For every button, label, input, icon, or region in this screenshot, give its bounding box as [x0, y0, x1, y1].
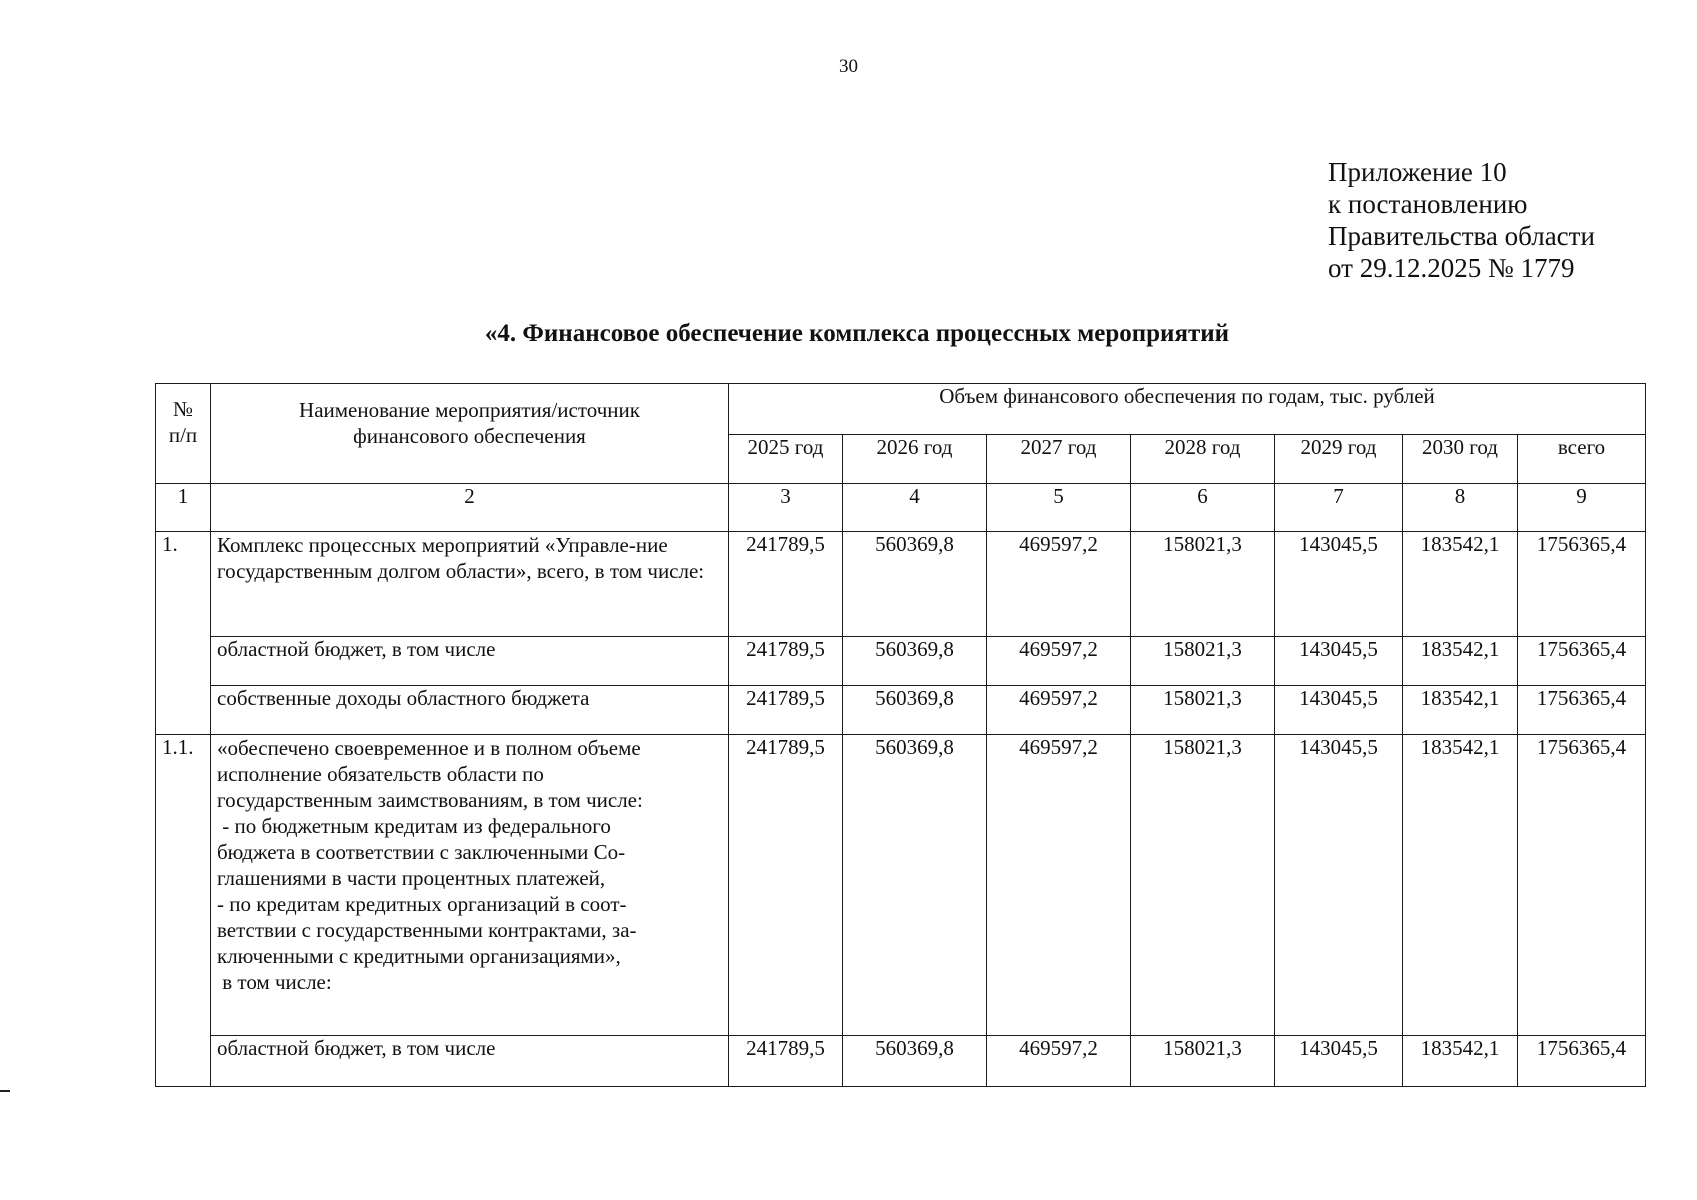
column-index: 1 — [156, 484, 211, 532]
column-index: 5 — [987, 484, 1131, 532]
financing-table — [155, 383, 1646, 1087]
value-cell: 158021,3 — [1131, 735, 1275, 1036]
header-name-line: финансового обеспечения — [353, 424, 586, 448]
row-name-line: ключенными с кредитными организациями», — [217, 944, 621, 968]
value-cell: 241789,5 — [729, 1036, 843, 1087]
row-name-line: бюджета в соответствии с заключенными Со- — [217, 840, 626, 864]
table-row — [156, 735, 1646, 1036]
column-index: 7 — [1275, 484, 1403, 532]
document-title: «4. Финансовое обеспечение комплекса процессных мероприятий — [484, 320, 1230, 347]
header-name — [211, 384, 729, 484]
column-index: 2 — [211, 484, 729, 532]
row-name-line: - по кредитам кредитных организаций в соот- — [217, 892, 627, 916]
appendix-line: Правительства области — [1328, 221, 1595, 251]
value-cell: 469597,2 — [987, 735, 1131, 1036]
column-index: 9 — [1518, 484, 1646, 532]
column-index: 3 — [729, 484, 843, 532]
value-cell: 183542,1 — [1403, 1036, 1518, 1087]
row-name: областной бюджет, в том числе — [211, 637, 729, 686]
row-name-line: - по бюджетным кредитам из федерального — [217, 814, 611, 838]
value-cell: 143045,5 — [1275, 686, 1403, 735]
value-cell: 241789,5 — [729, 686, 843, 735]
header-number — [156, 384, 211, 484]
table-row — [156, 532, 1646, 637]
value-cell: 241789,5 — [729, 637, 843, 686]
value-cell: 158021,3 — [1131, 637, 1275, 686]
row-name-line: «обеспечено своевременное и в полном объеме — [217, 736, 641, 760]
row-name — [211, 735, 729, 1036]
row-name: областной бюджет, в том числе — [211, 1036, 729, 1087]
header-volume: Объем финансового обеспечения по годам, тыс. рублей — [729, 384, 1646, 435]
header-year: 2025 год — [729, 435, 843, 484]
appendix-line: от 29.12.2025 № 1779 — [1328, 253, 1575, 283]
value-cell: 560369,8 — [843, 637, 987, 686]
value-cell: 1756365,4 — [1518, 637, 1646, 686]
header-year: 2029 год — [1275, 435, 1403, 484]
value-cell: 560369,8 — [843, 686, 987, 735]
row-name-line: в том числе: — [217, 970, 332, 994]
header-name-line: Наименование мероприятия/источник — [299, 398, 640, 422]
value-cell: 143045,5 — [1275, 1036, 1403, 1087]
row-name-line: исполнение обязательств области по — [217, 762, 544, 786]
value-cell: 183542,1 — [1403, 686, 1518, 735]
header-total: всего — [1518, 435, 1646, 484]
header-year: 2028 год — [1131, 435, 1275, 484]
value-cell: 469597,2 — [987, 637, 1131, 686]
value-cell: 143045,5 — [1275, 532, 1403, 637]
header-year: 2030 год — [1403, 435, 1518, 484]
row-name-line: государственным заимствованиям, в том числе: — [217, 788, 643, 812]
value-cell: 560369,8 — [843, 1036, 987, 1087]
value-cell: 158021,3 — [1131, 532, 1275, 637]
row-number: 1.1. — [156, 735, 211, 1087]
value-cell: 241789,5 — [729, 735, 843, 1036]
row-name: Комплекс процессных мероприятий «Управле-ние государственным долгом области», всего, в том числе: — [211, 532, 729, 637]
value-cell: 183542,1 — [1403, 637, 1518, 686]
value-cell: 469597,2 — [987, 1036, 1131, 1087]
header-year: 2027 год — [987, 435, 1131, 484]
value-cell: 143045,5 — [1275, 637, 1403, 686]
appendix-line: Приложение 10 — [1328, 157, 1507, 187]
column-index: 6 — [1131, 484, 1275, 532]
value-cell: 143045,5 — [1275, 735, 1403, 1036]
value-cell: 560369,8 — [843, 735, 987, 1036]
value-cell: 469597,2 — [987, 686, 1131, 735]
value-cell: 1756365,4 — [1518, 532, 1646, 637]
value-cell: 469597,2 — [987, 532, 1131, 637]
row-name-line: ветствии с государственными контрактами, за- — [217, 918, 637, 942]
header-number-line: п/п — [168, 423, 198, 447]
table-row — [156, 1036, 1646, 1087]
scan-edge-mark — [0, 1090, 10, 1092]
table-row — [156, 637, 1646, 686]
value-cell: 560369,8 — [843, 532, 987, 637]
column-index: 4 — [843, 484, 987, 532]
value-cell: 183542,1 — [1403, 532, 1518, 637]
page-number: 30 — [839, 56, 858, 77]
value-cell: 158021,3 — [1131, 686, 1275, 735]
row-name: собственные доходы областного бюджета — [211, 686, 729, 735]
row-number: 1. — [156, 532, 211, 735]
appendix-line: к постановлению — [1328, 189, 1528, 219]
appendix-block — [1328, 156, 1595, 284]
table-row — [156, 686, 1646, 735]
column-index: 8 — [1403, 484, 1518, 532]
value-cell: 241789,5 — [729, 532, 843, 637]
value-cell: 158021,3 — [1131, 1036, 1275, 1087]
value-cell: 183542,1 — [1403, 735, 1518, 1036]
row-name-line: глашениями в части процентных платежей, — [217, 866, 606, 890]
value-cell: 1756365,4 — [1518, 686, 1646, 735]
header-number-line: № — [172, 397, 194, 421]
value-cell: 1756365,4 — [1518, 1036, 1646, 1087]
header-year: 2026 год — [843, 435, 987, 484]
column-index-row — [156, 484, 1646, 532]
value-cell: 1756365,4 — [1518, 735, 1646, 1036]
